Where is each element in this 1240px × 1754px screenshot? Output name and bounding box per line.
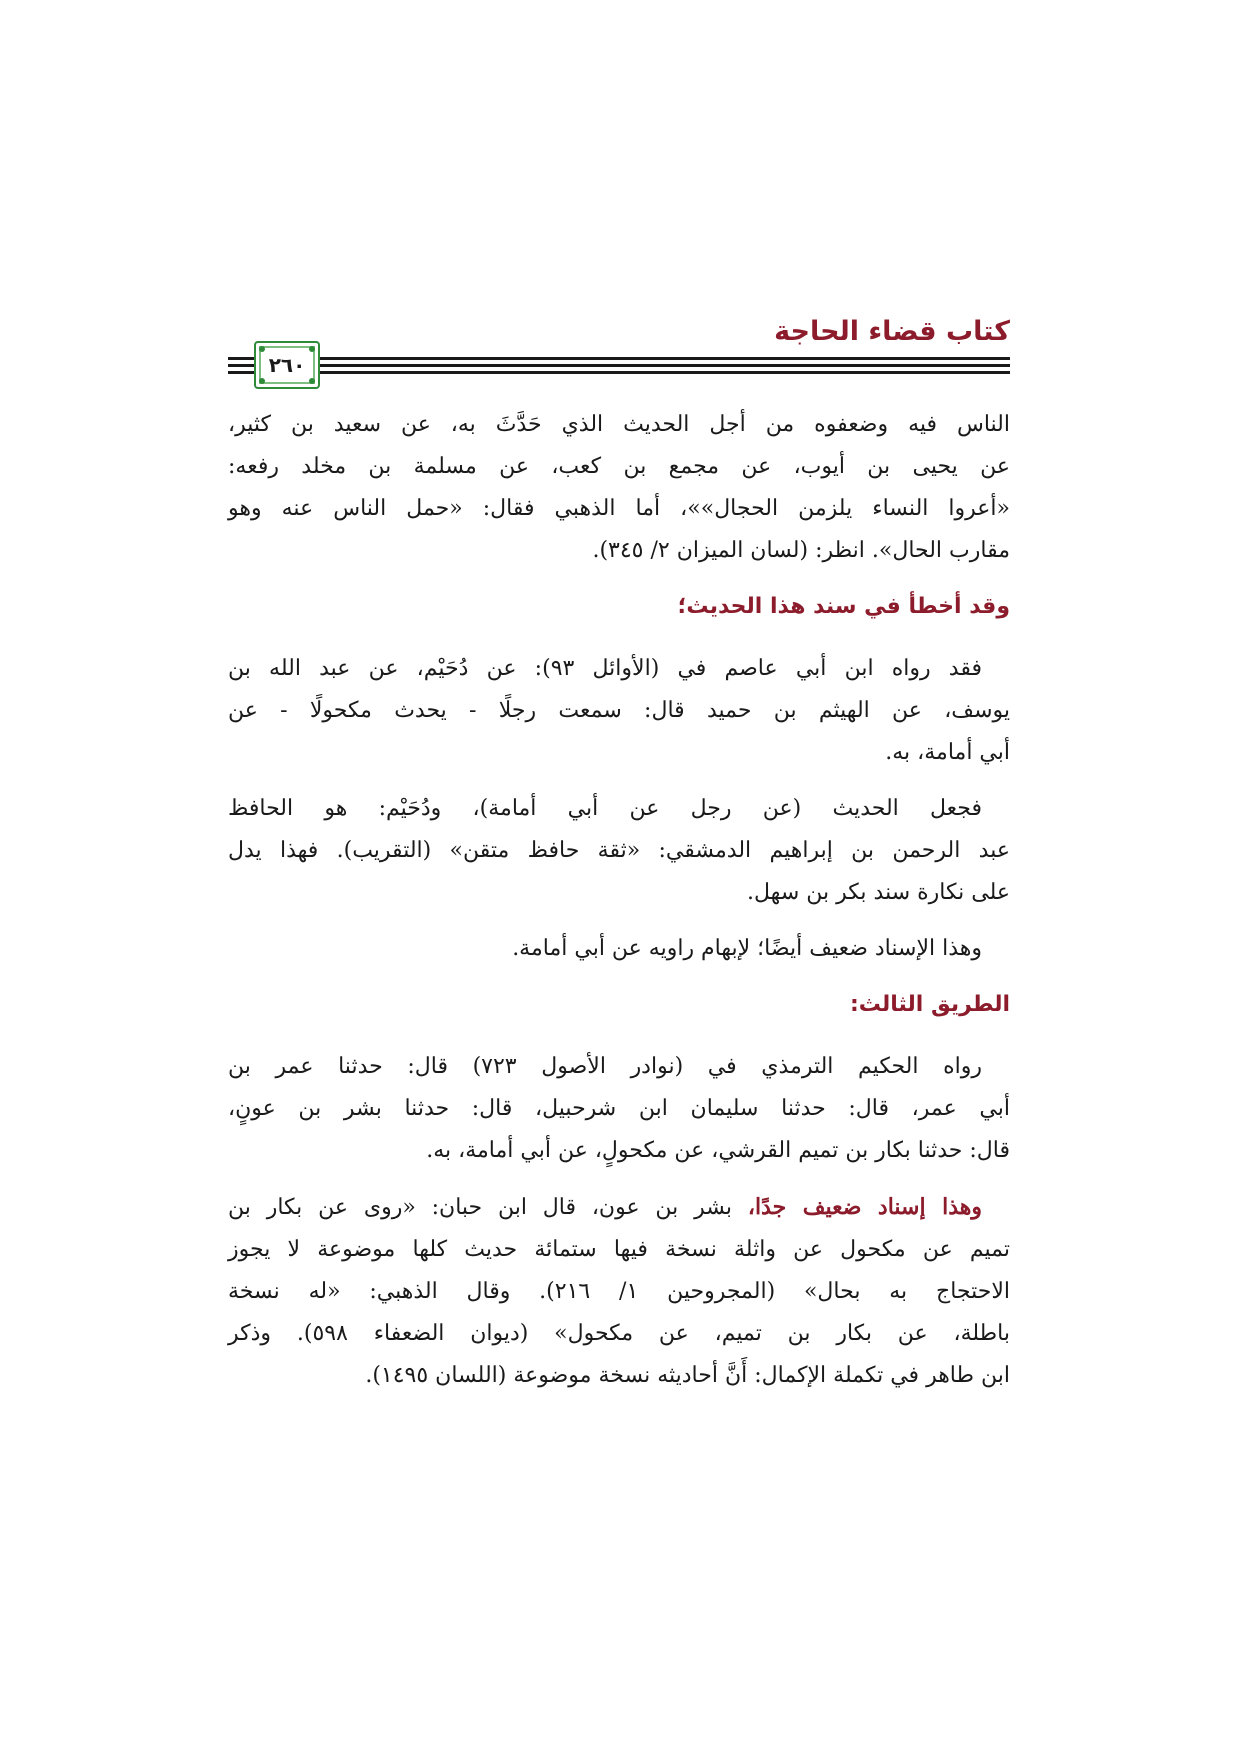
text-line: مقارب الحال». انظر: (لسان الميزان ٢/ ٣٤٥). [592,538,1010,563]
ornament-icon [259,378,265,384]
header-rule [228,371,1010,374]
ornament-icon [309,378,315,384]
text-line: تميم عن مكحول عن واثلة نسخة فيها ستمائة حديث كلها موضوعة لا يجوز [228,1237,1010,1262]
ornament-icon [259,346,265,352]
text-line: عبد الرحمن بن إبراهيم الدمشقي: «ثقة حافظ متقن» (التقريب). فهذا يدل [228,838,1010,863]
main-text [228,404,1010,1411]
header-rule [228,364,1010,367]
text-line [228,1186,1010,1229]
paragraph [228,648,1010,774]
ornament-icon [309,346,315,352]
text-line: على نكارة سند بكر بن سهل. [747,880,1010,905]
text-line: الناس فيه وضعفوه من أجل الحديث الذي حَدَّثَ به، عن سعيد بن كثير، [228,412,1010,437]
text-line: يوسف، عن الهيثم بن حميد قال: سمعت رجلًا - يحدث مكحولًا - عن [228,698,1010,723]
text-line: فجعل الحديث (عن رجل عن أبي أمامة)، ودُحَيْم: هو الحافظ [228,796,982,821]
section-heading: الطريق الثالث: [849,992,1010,1017]
paragraph [228,404,1010,572]
section-heading: وقد أخطأ في سند هذا الحديث؛ [677,594,1010,619]
running-title: كتاب قضاء الحاجة [774,316,1010,347]
page-header [228,316,1010,388]
text-line: الاحتجاج به بحال» (المجروحين ١/ ٢١٦). وقال الذهبي: «له نسخة [228,1279,1011,1304]
text-line: قال: حدثنا بكار بن تميم القرشي، عن مكحولٍ، عن أبي أمامة، به. [426,1138,1010,1163]
text-line: رواه الحكيم الترمذي في (نوادر الأصول ٧٢٣) قال: حدثنا عمر بن [228,1054,982,1079]
text-line: ابن طاهر في تكملة الإكمال: أَنَّ أحاديثه نسخة موضوعة (اللسان ١٤٩٥). [365,1363,1010,1388]
text-line: فقد رواه ابن أبي عاصم في (الأوائل ٩٣): عن دُحَيْم، عن عبد الله بن [228,656,982,681]
text-fragment: بشر بن عون، قال ابن حبان: «روى عن بكار بن [228,1195,748,1220]
highlighted-phrase: وهذا إسناد ضعيف جدًا، [747,1194,982,1220]
paragraph [228,788,1010,914]
paragraph [228,928,1010,970]
text-line: باطلة، عن بكار بن تميم، عن مكحول» (ديوان الضعفاء ٥٩٨). وذكر [228,1321,1010,1346]
page-number-badge [254,341,320,389]
text-line: «أعروا النساء يلزمن الحجال»»، أما الذهبي فقال: «حمل الناس عنه وهو [228,496,1010,521]
text-line: عن يحيى بن أيوب، عن مجمع بن كعب، عن مسلمة بن مخلد رفعه: [228,454,1010,479]
header-rule [228,357,1010,360]
text-line: أبي أمامة، به. [885,740,1010,765]
page-number: ٢٦٠ [268,353,306,377]
text-line: وهذا الإسناد ضعيف أيضًا؛ لإبهام راويه عن أبي أمامة. [512,936,982,961]
paragraph [228,1046,1010,1172]
text-line: أبي عمر، قال: حدثنا سليمان ابن شرحبيل، قال: حدثنا بشر بن عونٍ، [228,1096,1010,1121]
paragraph [228,1186,1010,1397]
